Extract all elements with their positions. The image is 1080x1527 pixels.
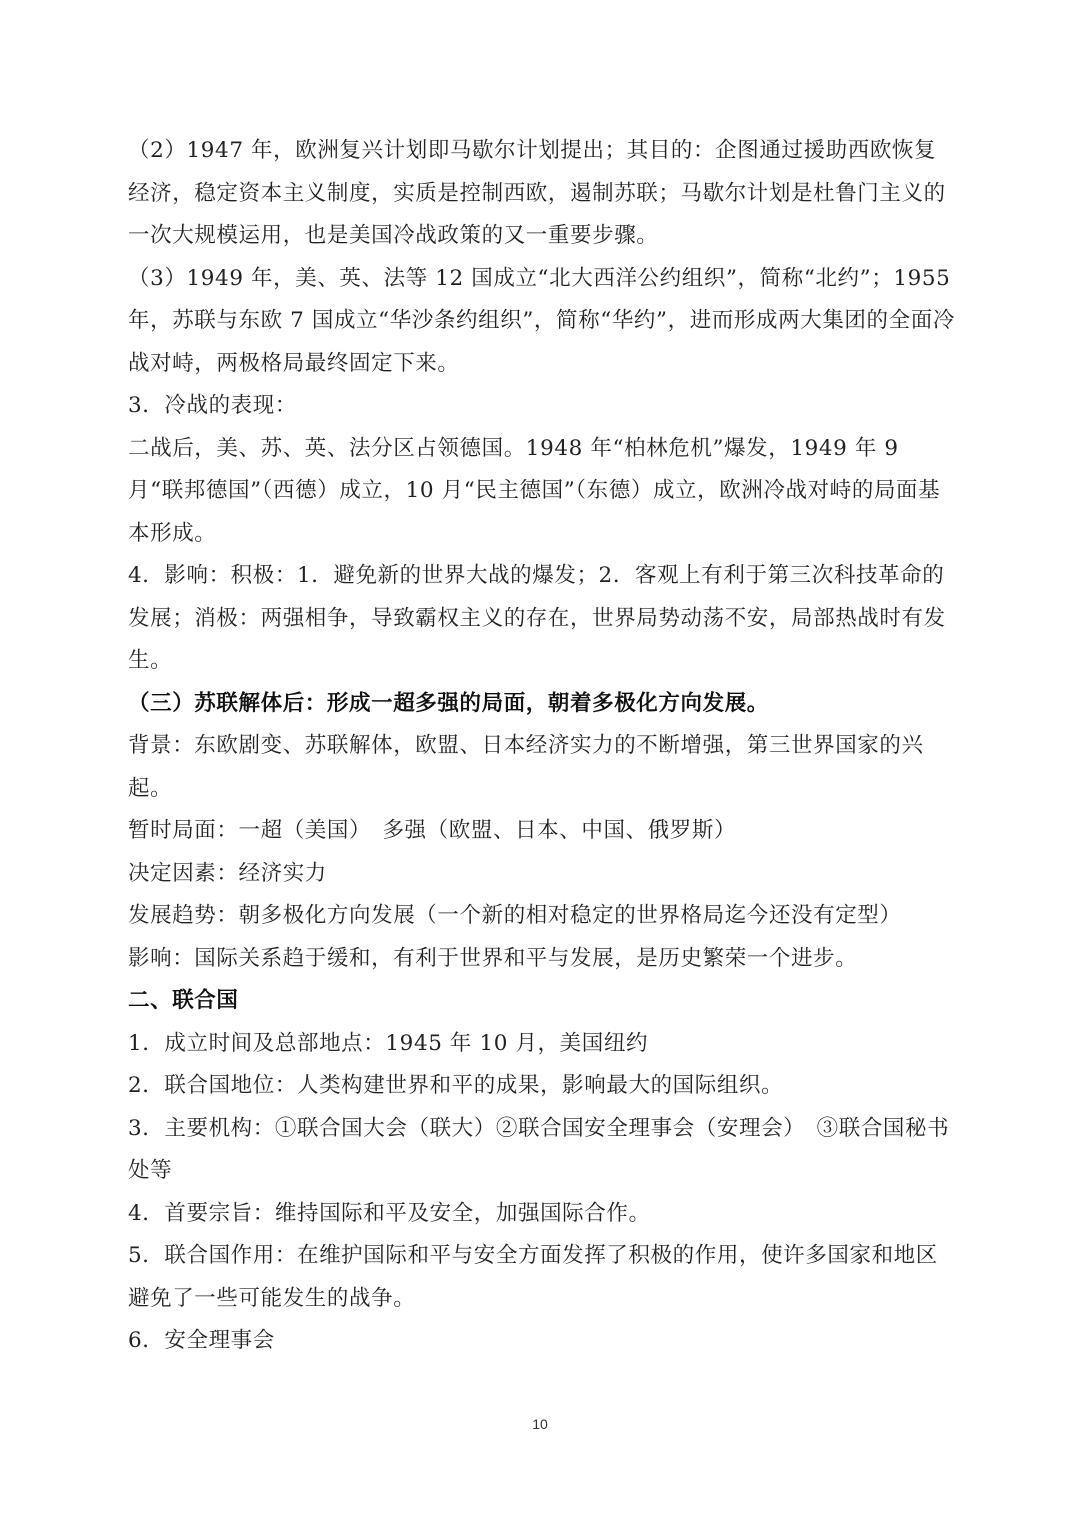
paragraph-deciding-factor: 决定因素：经济实力 (128, 860, 327, 886)
paragraph-germany-division: 二战后，美、苏、英、法分区占领德国。1948 年“柏林危机”爆发，1949 年 9 月“联邦德国”（西德）成立，10 月“民主德国”（东德）成立，欧洲冷战对峙的局面基本形成。 (128, 435, 941, 546)
paragraph-un-founding: 1．成立时间及总部地点：1945 年 10 月，美国纽约 (128, 1030, 649, 1056)
paragraph-security-council: 6．安全理事会 (128, 1328, 275, 1353)
heading-cold-war-manifestation: 3．冷战的表现： (128, 393, 297, 418)
paragraph-cold-war-impact: 4．影响：积极：1．避免新的世界大战的爆发；2．客观上有利于第三次科技革命的发展；消极：两强相争，导致霸权主义的存在，世界局势动荡不安，局部热战时有发生。 (128, 563, 946, 673)
section-heading-post-soviet: （三）苏联解体后：形成一超多强的局面，朝着多极化方向发展。 (128, 690, 769, 716)
paragraph-un-organs: 3．主要机构：①联合国大会（联大）②联合国安全理事会（安理会） ③联合国秘书处等 (128, 1115, 950, 1183)
paragraph-un-purpose: 4．首要宗旨：维持国际和平及安全，加强国际合作。 (128, 1200, 651, 1226)
page-number: 10 (532, 1416, 548, 1432)
paragraph-nato-warsaw: （3）1949 年，美、英、法等 12 国成立“北大西洋公约组织”，简称“北约”；1955 年，苏联与东欧 7 国成立“华沙条约组织”，简称“华约”，进而形成两大集团的全面冷战对峙，两极格局最终固定下来。 (128, 265, 955, 376)
document-body (128, 130, 958, 1363)
paragraph-un-status: 2．联合国地位：人类构建世界和平的成果，影响最大的国际组织。 (128, 1073, 784, 1098)
paragraph-temporary-situation: 暂时局面：一超（美国） 多强（欧盟、日本、中国、俄罗斯） (128, 818, 737, 843)
paragraph-influence: 影响：国际关系趋于缓和，有利于世界和平与发展，是历史繁荣一个进步。 (128, 945, 858, 971)
paragraph-marshall-plan: （2）1947 年，欧洲复兴计划即马歇尔计划提出；其目的：企图通过援助西欧恢复经济，稳定资本主义制度，实质是控制西欧，遏制苏联；马歇尔计划是杜鲁门主义的一次大规模运用，也是美国冷战政策的又一重要步骤。 (128, 138, 946, 248)
paragraph-un-role: 5．联合国作用：在维护国际和平与安全方面发挥了积极的作用，使许多国家和地区避免了一些可能发生的战争。 (128, 1243, 938, 1311)
paragraph-background: 背景：东欧剧变、苏联解体，欧盟、日本经济实力的不断增强，第三世界国家的兴起。 (128, 733, 924, 801)
section-heading-un: 二、联合国 (128, 988, 239, 1013)
paragraph-development-trend: 发展趋势：朝多极化方向发展（一个新的相对稳定的世界格局迄今还没有定型） (128, 903, 902, 928)
